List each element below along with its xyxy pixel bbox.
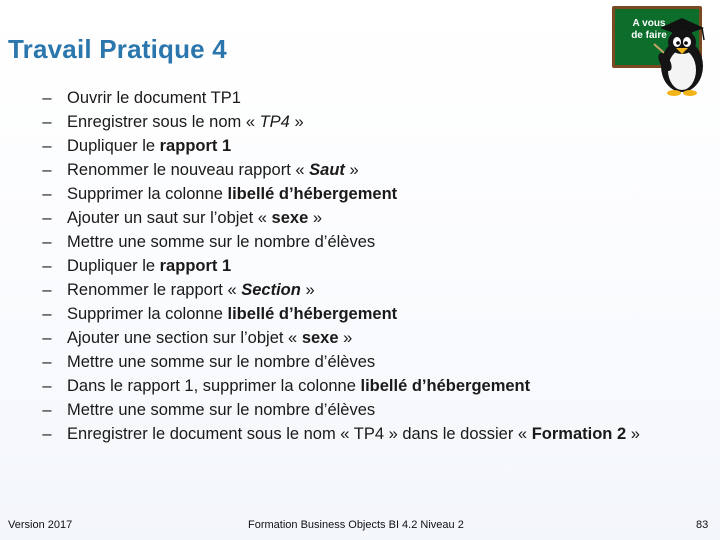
list-item <box>40 134 640 158</box>
item-text-end: » <box>300 281 315 299</box>
bullet-dash: – <box>42 113 52 131</box>
list-item <box>40 398 640 422</box>
footer-version: Version 2017 <box>8 519 73 531</box>
list-item <box>40 326 640 350</box>
bullet-dash: – <box>42 401 52 419</box>
bullet-dash: – <box>42 137 52 155</box>
bullet-dash: – <box>42 257 52 275</box>
list-item <box>40 230 640 254</box>
bullet-dash: – <box>42 305 52 323</box>
bullet-dash: – <box>42 353 52 371</box>
item-bold: Formation 2 <box>531 425 627 443</box>
item-bold: libellé d’hébergement <box>227 305 398 323</box>
instruction-list <box>40 86 640 446</box>
item-text: Dans le rapport 1, supprimer la colonne <box>67 377 361 395</box>
list-item <box>40 278 640 302</box>
item-text-end: » <box>308 209 323 227</box>
board-line-1: A vous <box>632 18 666 29</box>
list-item <box>40 302 640 326</box>
item-text: Dupliquer le <box>67 257 160 275</box>
list-item <box>40 350 640 374</box>
item-text: Ajouter une section sur l’objet « <box>67 329 302 347</box>
bullet-dash: – <box>42 377 52 395</box>
bullet-dash: – <box>42 281 52 299</box>
list-item <box>40 422 640 446</box>
item-bold-italic: Section <box>241 281 301 299</box>
item-italic: TP4 <box>259 113 290 131</box>
item-text-end: » <box>289 113 304 131</box>
list-item <box>40 110 640 134</box>
item-text: Enregistrer le document sous le nom « TP4 » dans le dossier « <box>67 425 532 443</box>
item-text: Mettre une somme sur le nombre d’élèves <box>67 233 376 251</box>
item-text: Supprimer la colonne <box>67 185 228 203</box>
bullet-dash: – <box>42 209 52 227</box>
penguin-teacher-icon <box>650 14 708 98</box>
bullet-dash: – <box>42 329 52 347</box>
item-bold: sexe <box>271 209 309 227</box>
list-item <box>40 374 640 398</box>
item-text: Supprimer la colonne <box>67 305 228 323</box>
page-title: Travail Pratique 4 <box>8 34 227 64</box>
footer-course-title: Formation Business Objects BI 4.2 Niveau 2 <box>248 519 464 531</box>
item-text: Mettre une somme sur le nombre d’élèves <box>67 401 376 419</box>
item-text: Ajouter un saut sur l’objet « <box>67 209 272 227</box>
item-bold: libellé d’hébergement <box>360 377 531 395</box>
item-bold: rapport 1 <box>159 257 232 275</box>
item-text: Ouvrir le document TP1 <box>67 89 241 107</box>
bullet-dash: – <box>42 185 52 203</box>
item-text: Enregistrer sous le nom « <box>67 113 260 131</box>
item-bold: sexe <box>301 329 339 347</box>
item-text: Dupliquer le <box>67 137 160 155</box>
item-text: Renommer le nouveau rapport « <box>67 161 310 179</box>
bullet-dash: – <box>42 425 52 443</box>
list-item <box>40 182 640 206</box>
page-number: 83 <box>696 519 709 531</box>
item-bold: libellé d’hébergement <box>227 185 398 203</box>
list-item <box>40 206 640 230</box>
bullet-dash: – <box>42 233 52 251</box>
item-text-end: » <box>338 329 353 347</box>
item-bold-italic: Saut <box>309 161 345 179</box>
bullet-dash: – <box>42 89 52 107</box>
item-text-end: » <box>626 425 640 443</box>
board-line-2: de faire <box>631 30 667 41</box>
item-bold: rapport 1 <box>159 137 232 155</box>
list-item <box>40 254 640 278</box>
bullet-dash: – <box>42 161 52 179</box>
list-item <box>40 158 640 182</box>
item-text: Mettre une somme sur le nombre d’élèves <box>67 353 376 371</box>
list-item <box>40 86 640 110</box>
item-text-end: » <box>344 161 359 179</box>
item-text: Renommer le rapport « <box>67 281 242 299</box>
